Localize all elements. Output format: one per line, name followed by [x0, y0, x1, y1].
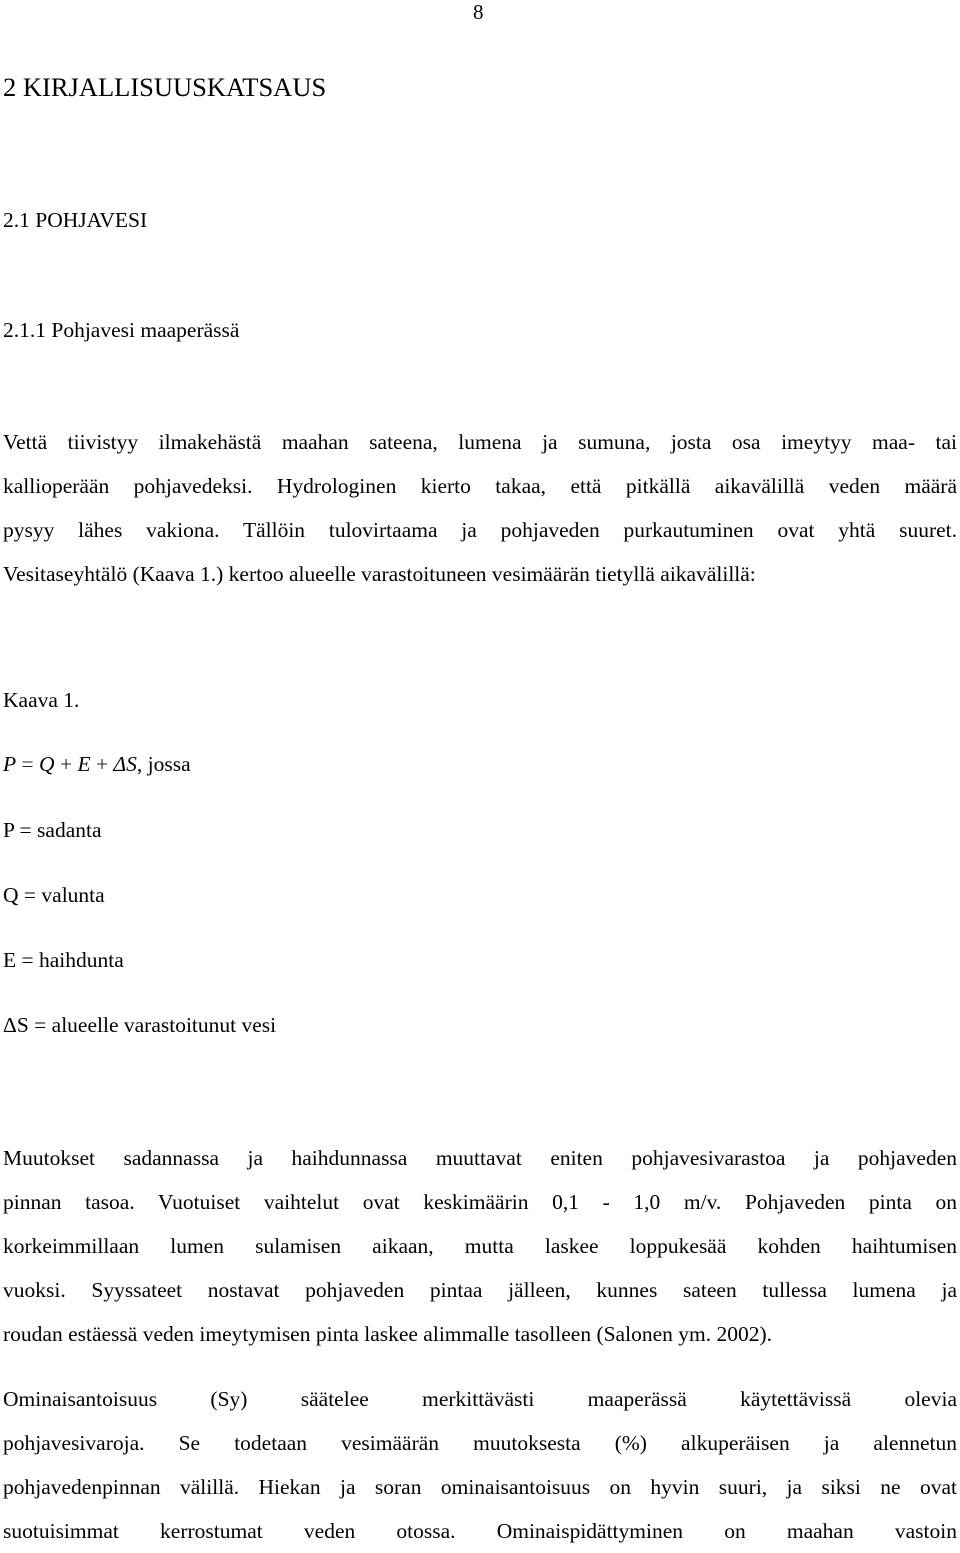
equation-term-q: Q: [39, 752, 55, 776]
equation-term-e: E: [77, 752, 91, 776]
equation-term-p: P: [3, 752, 17, 776]
definition-p: P = sadanta: [3, 818, 102, 842]
definition-ds: ΔS = alueelle varastoitunut vesi: [3, 1013, 277, 1037]
definition-q: Q = valunta: [3, 883, 105, 907]
equation-plus: +: [90, 752, 114, 776]
paragraph-line: vuoksi. Syyssateet nostavat pohjaveden pintaa jälleen, kunnes sateen tullessa lumena ja: [3, 1278, 957, 1302]
paragraph-line: kallioperään pohjavedeksi. Hydrologinen kierto takaa, että pitkällä aikavälillä veden määrä: [3, 474, 957, 498]
paragraph-specific-yield: [3, 1377, 957, 1553]
page-number: 8: [473, 0, 484, 24]
equation-label: Kaava 1.: [3, 688, 80, 712]
equation-term-ds: ΔS: [113, 752, 137, 776]
chapter-heading: 2 KIRJALLISUUSKATSAUS: [3, 72, 327, 102]
paragraph-line: Vesitaseyhtälö (Kaava 1.) kertoo alueelle varastoituneen vesimäärän tietyllä aikavälillä:: [3, 562, 756, 586]
paragraph-line: pohjavedenpinnan välillä. Hiekan ja soran ominaisantoisuus on hyvin suuri, ja siksi ne ovat: [3, 1475, 957, 1499]
paragraph-line: suotuisimmat kerrostumat veden otossa. Ominaispidättyminen on maahan vastoin: [3, 1519, 957, 1543]
paragraph-line: Ominaisantoisuus (Sy) säätelee merkittävästi maaperässä käytettävissä olevia: [3, 1387, 957, 1411]
subsection-heading: 2.1.1 Pohjavesi maaperässä: [3, 318, 240, 342]
water-balance-equation: [3, 752, 191, 777]
equation-suffix: , jossa: [136, 752, 191, 776]
definition-e: E = haihdunta: [3, 948, 124, 972]
paragraph-line: pysyy lähes vakiona. Tällöin tulovirtaama ja pohjaveden purkautuminen ovat yhtä suuret.: [3, 518, 957, 542]
equation-equals: =: [16, 752, 40, 776]
paragraph-line: pohjavesivaroja. Se todetaan vesimäärän muutoksesta (%) alkuperäisen ja alennetun: [3, 1431, 957, 1455]
paragraph-line: Muutokset sadannassa ja haihdunnassa muuttavat eniten pohjavesivarastoa ja pohjaveden: [3, 1146, 957, 1170]
paragraph-line: roudan estäessä veden imeytymisen pinta laskee alimmalle tasolleen (Salonen ym. 2002).: [3, 1322, 773, 1346]
equation-plus: +: [54, 752, 78, 776]
paragraph-groundwater-variation: [3, 1136, 957, 1356]
paragraph-water-cycle: [3, 420, 957, 596]
paragraph-line: pinnan tasoa. Vuotuiset vaihtelut ovat keskimäärin 0,1 - 1,0 m/v. Pohjaveden pinta on: [3, 1190, 957, 1214]
paragraph-line: Vettä tiivistyy ilmakehästä maahan sateena, lumena ja sumuna, josta osa imeytyy maa- tai: [3, 430, 957, 454]
paragraph-line: korkeimmillaan lumen sulamisen aikaan, mutta laskee loppukesää kohden haihtumisen: [3, 1234, 957, 1258]
section-heading: 2.1 POHJAVESI: [3, 208, 148, 232]
